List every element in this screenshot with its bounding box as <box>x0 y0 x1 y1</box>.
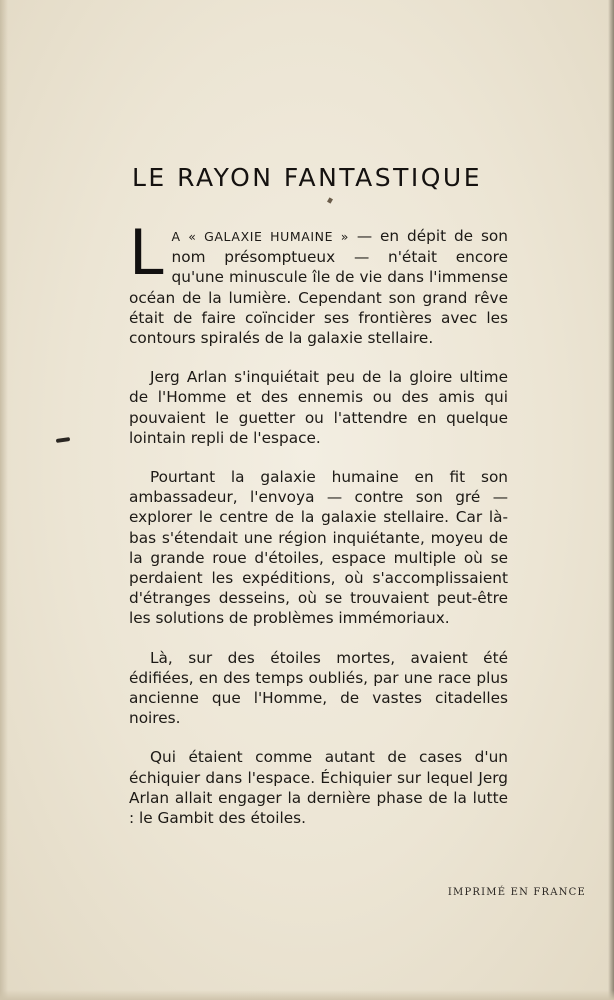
paragraph-1 <box>129 216 508 348</box>
series-title: LE RAYON FANTASTIQUE <box>131 163 483 192</box>
paper-edge-right <box>608 0 614 1000</box>
blurb-text <box>129 216 508 847</box>
paragraph-3: Pourtant la galaxie humaine en fit son ambassadeur, l'envoya — contre son gré — explorer le centre de la galaxie stellaire. Car là-bas s'étendait une région inquiétante, moyeu de la grande roue d'étoiles, espace multiple où se perdaient les expéditions, où s'accomplissaient d'étranges desseins, où se trouvaient peut-être les solutions de problèmes immémoriaux. <box>129 468 508 628</box>
paragraph-1-text: — en dépit de son nom présomptueux — n'était encore qu'une minuscule île de vie dans l'immense océan de la lumière. Cependant son grand rêve était de faire coïncider ses frontières avec les contours spiralés de la galaxie stellaire. <box>129 227 508 348</box>
paper-edge-left <box>0 0 8 1000</box>
drop-cap: L <box>129 216 164 289</box>
paragraph-2: Jerg Arlan s'inquiétait peu de la gloire ultime de l'Homme et des ennemis ou des amis qui pouvaient le guetter ou l'attendre en quelque lointain repli de l'espace. <box>129 368 508 447</box>
printed-in-label: IMPRIMÉ EN FRANCE <box>447 887 586 898</box>
paper-fleck <box>327 197 333 203</box>
paper-edge-bottom <box>0 990 614 1000</box>
ink-smudge <box>56 437 70 443</box>
paragraph-5: Qui étaient comme autant de cases d'un échiquier dans l'espace. Échiquier sur lequel Jerg Arlan allait engager la dernière phase de la lutte : le Gambit des étoiles. <box>129 748 508 828</box>
paragraph-4: Là, sur des étoiles mortes, avaient été édifiées, en des temps oubliés, par une race plus ancienne que l'Homme, de vastes citadelles noires. <box>129 648 508 728</box>
paragraph-1-lead: A « GALAXIE HUMAINE » <box>171 229 349 244</box>
